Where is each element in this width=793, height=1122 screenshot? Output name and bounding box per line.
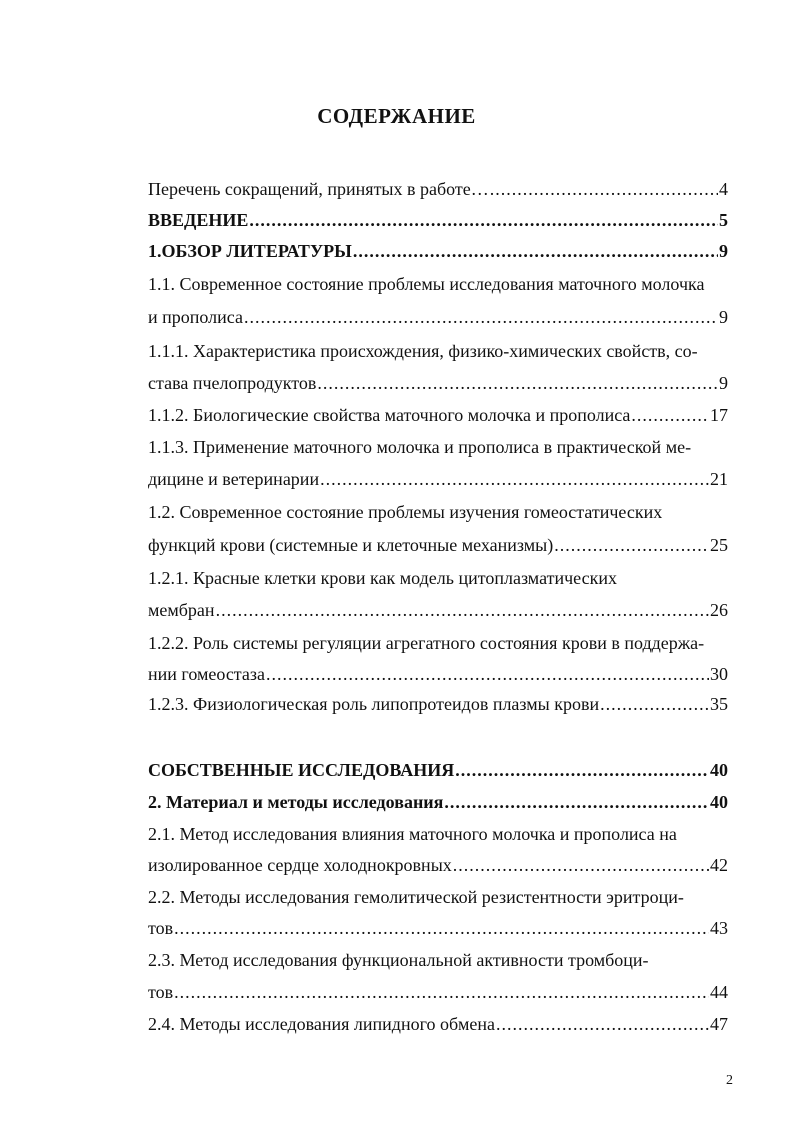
toc-entry-literature-review	[148, 238, 728, 264]
toc-entry-text: 2. Материал и методы исследования	[148, 792, 444, 812]
toc-entry-text: ВВЕДЕНИЕ	[148, 210, 249, 230]
toc-entry-1-1	[148, 304, 728, 330]
toc-leader	[174, 979, 709, 1005]
toc-entry-text: нии гомеостаза	[148, 664, 265, 684]
toc-entry-2-4	[148, 1011, 728, 1037]
toc-entry-text: 1.ОБЗОР ЛИТЕРАТУРЫ	[148, 241, 352, 261]
toc-leader	[600, 691, 709, 717]
toc-entry-1-2-2	[148, 661, 728, 687]
toc-page-number: 40	[710, 792, 728, 812]
toc-entry-text: 2.4. Методы исследования липидного обмена	[148, 1014, 496, 1034]
toc-page-number: 9	[719, 307, 728, 327]
toc-entry-2-3	[148, 979, 728, 1005]
page-number: 2	[726, 1073, 733, 1088]
toc-leader	[444, 789, 709, 815]
toc-page-number: 9	[719, 373, 728, 393]
toc-page-number: 5	[719, 210, 728, 230]
toc-entry-text: и прополиса	[148, 307, 243, 327]
toc-entry-text: 1.2.3. Физиологическая роль липопротеидов плазмы крови	[148, 694, 600, 714]
toc-entry-1-1-2	[148, 402, 728, 428]
toc-page-number: 42	[710, 855, 728, 875]
toc-entry-text: тов	[148, 918, 174, 938]
toc-entry-text: изолированное сердце холоднокровных	[148, 855, 452, 875]
toc-entry-text: тов	[148, 982, 174, 1002]
toc-page-number: 40	[710, 760, 728, 780]
toc-entry-text: 1.2. Современное состояние проблемы изучения гомеостатических	[148, 502, 663, 522]
toc-page-number: 17	[710, 405, 728, 425]
toc-leader	[496, 1011, 709, 1037]
toc-leader	[554, 532, 709, 558]
toc-entry-1-1-1	[148, 370, 728, 396]
toc-entry-text: функций крови (системные и клеточные механизмы)	[148, 535, 554, 555]
toc-entry-materials-methods	[148, 789, 728, 815]
toc-entry-text: 1.1.1. Характеристика происхождения, физико-химических свойств, со-	[148, 341, 698, 361]
toc-leader	[455, 757, 709, 783]
toc-entry-1-2	[148, 532, 728, 558]
toc-page-number: 25	[710, 535, 728, 555]
toc-page-number: 47	[710, 1014, 728, 1034]
toc-leader	[174, 915, 709, 941]
toc-leader	[353, 238, 718, 264]
toc-entry-text: мембран	[148, 600, 215, 620]
toc-page-number: 30	[710, 664, 728, 684]
toc-entry-1-2-3	[148, 691, 728, 717]
toc-leader	[631, 402, 709, 428]
toc-page-number: 4	[719, 179, 728, 199]
toc-entry-text: 2.2. Методы исследования гемолитической резистентности эритроци-	[148, 887, 684, 907]
toc-entry-text: 1.2.1. Красные клетки крови как модель цитоплазматических	[148, 568, 617, 588]
toc-leader	[490, 176, 718, 202]
toc-entry-2-2	[148, 915, 728, 941]
toc-leader	[249, 207, 718, 233]
toc-entry-text: Перечень сокращений, принятых в работе…	[148, 179, 489, 199]
toc-entry-own-research	[148, 757, 728, 783]
toc-entry-abbreviations	[148, 176, 728, 202]
toc-entry-text: 1.1.3. Применение маточного молочка и прополиса в практической ме-	[148, 437, 692, 457]
toc-entry-1-2-1	[148, 597, 728, 623]
toc-leader	[453, 852, 709, 878]
toc-page-number: 43	[710, 918, 728, 938]
toc-leader	[320, 466, 709, 492]
toc-page-number: 21	[710, 469, 728, 489]
toc-leader	[317, 370, 718, 396]
toc-entry-text: дицине и ветеринарии	[148, 469, 320, 489]
toc-entry-text: 1.2.2. Роль системы регуляции агрегатного состояния крови в поддержа-	[148, 633, 705, 653]
toc-leader	[266, 661, 709, 687]
toc-page-number: 35	[710, 694, 728, 714]
toc-leader	[216, 597, 709, 623]
toc-entry-text: СОБСТВЕННЫЕ ИССЛЕДОВАНИЯ	[148, 760, 455, 780]
toc-entry-text: 2.1. Метод исследования влияния маточного молочка и прополиса на	[148, 824, 677, 844]
toc-entry-text: става пчелопродуктов	[148, 373, 317, 393]
toc-entry-1-1-3	[148, 466, 728, 492]
toc-leader	[244, 304, 718, 330]
toc-page-number: 44	[710, 982, 728, 1002]
page-title: СОДЕРЖАНИЕ	[317, 104, 476, 128]
toc-entry-text: 1.1.2. Биологические свойства маточного молочка и прополиса	[148, 405, 631, 425]
toc-entry-introduction	[148, 207, 728, 233]
toc-page-number: 9	[719, 241, 728, 261]
toc-entry-2-1	[148, 852, 728, 878]
toc-entry-text: 1.1. Современное состояние проблемы исследования маточного молочка	[148, 274, 705, 294]
toc-entry-text: 2.3. Метод исследования функциональной активности тромбоци-	[148, 950, 649, 970]
toc-page-number: 26	[710, 600, 728, 620]
